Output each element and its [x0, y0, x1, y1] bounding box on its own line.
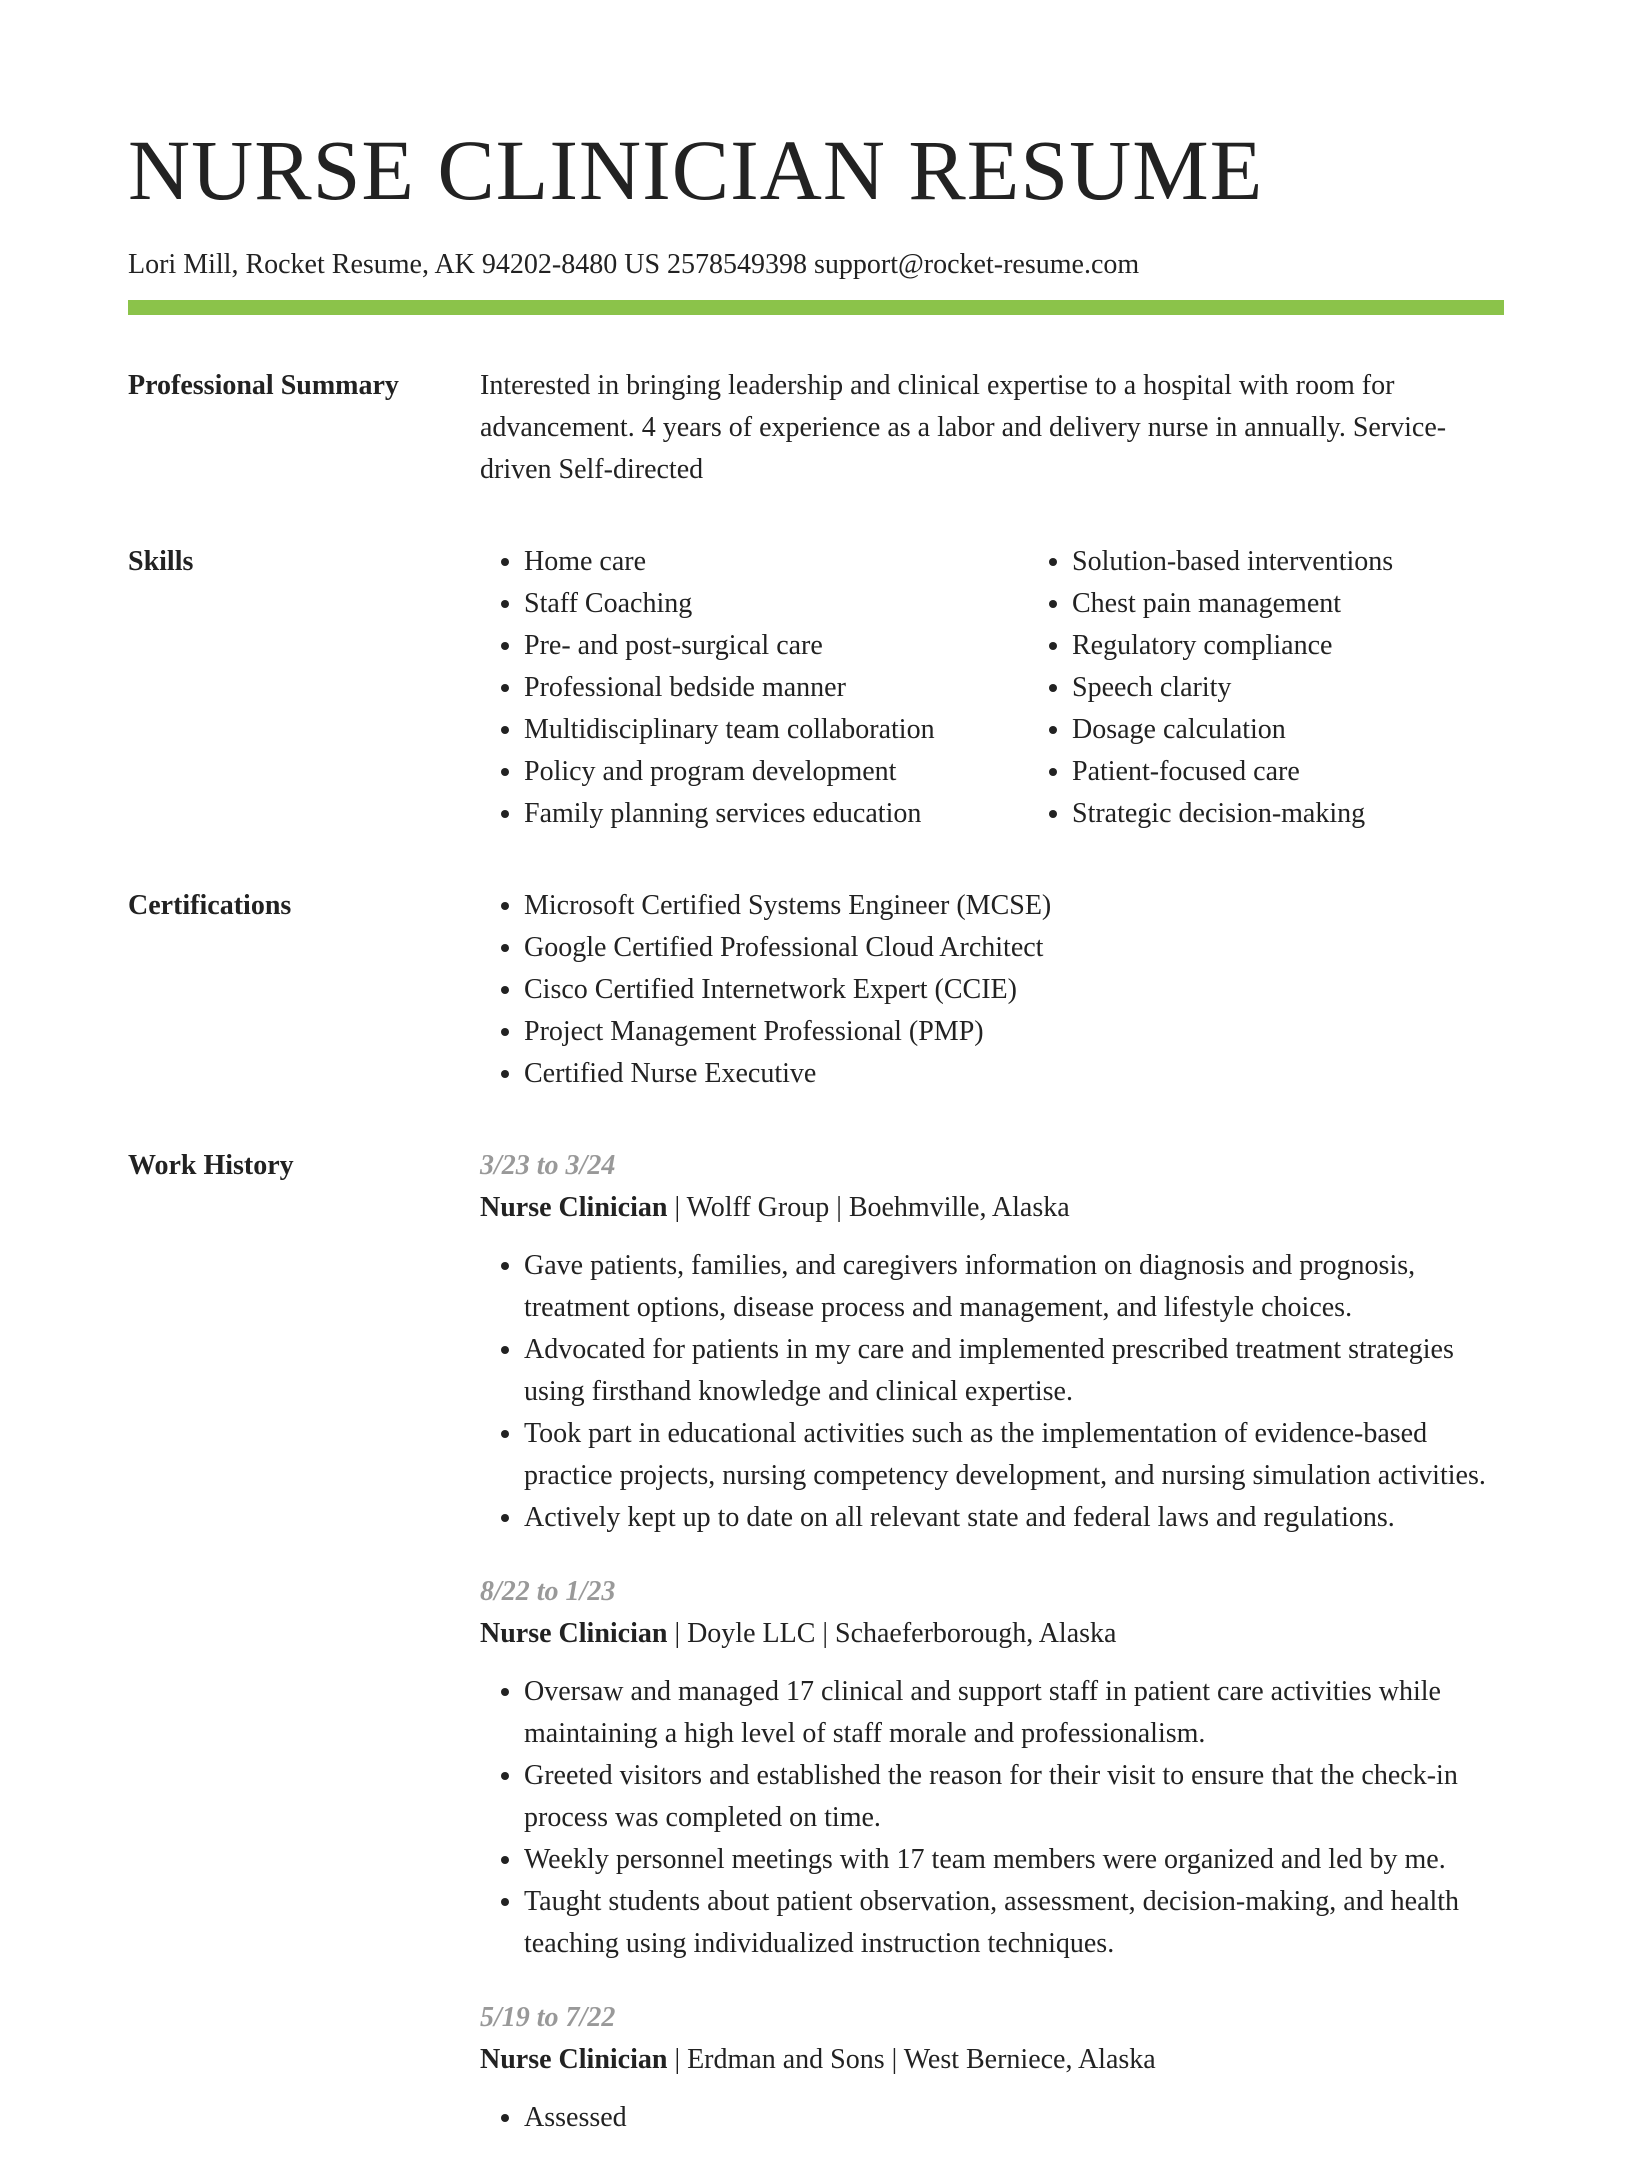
skill-item: • Strategic decision-making	[1072, 793, 1572, 835]
job-dates: 8/22 to 1/23	[480, 1576, 616, 1607]
job-bullet: • Took part in educational activities such as the implementation of evidence-based practice projects, nursing competency development, and nursing simulation activities.	[524, 1413, 1504, 1497]
job-title: Nurse Clinician	[480, 1618, 668, 1649]
job-details: | Erdman and Sons | West Berniece, Alaska	[667, 2044, 1156, 2075]
work-history-label: Work History	[128, 1150, 294, 1181]
resume-page	[128, 0, 1504, 2171]
job-heading	[480, 2039, 1504, 2081]
job-bullets	[480, 1671, 1504, 1965]
contact-location: AK 94202-8480 US	[434, 249, 661, 280]
job-title: Nurse Clinician	[480, 2044, 668, 2075]
job-bullet: • Weekly personnel meetings with 17 team members were organized and led by me.	[524, 1839, 1504, 1881]
skill-item: • Family planning services education	[524, 793, 1028, 835]
skills-label: Skills	[128, 546, 194, 577]
skill-item: • Home care	[524, 541, 1028, 583]
skill-item: • Multidisciplinary team collaboration	[524, 709, 1028, 751]
certification-item: • Cisco Certified Internetwork Expert (CCIE)	[524, 969, 1504, 1011]
job-bullets	[480, 1245, 1504, 1539]
contact-company: Rocket Resume,	[245, 249, 429, 280]
contact-name: Lori Mill,	[128, 249, 239, 280]
skill-item: • Speech clarity	[1072, 667, 1572, 709]
contact-email[interactable]: support@rocket-resume.com	[814, 249, 1140, 280]
work-history-section	[128, 1145, 1504, 2171]
job-entry	[480, 1997, 1504, 2139]
resume-title: NURSE CLINICIAN RESUME	[128, 122, 1264, 218]
job-entry	[480, 1145, 1504, 1539]
job-heading	[480, 1187, 1504, 1229]
accent-divider	[128, 300, 1504, 315]
summary-label: Professional Summary	[128, 370, 399, 401]
skill-item: • Dosage calculation	[1072, 709, 1572, 751]
certification-item: • Microsoft Certified Systems Engineer (MCSE)	[524, 885, 1504, 927]
skills-column-2	[1028, 541, 1572, 835]
certifications-section	[128, 885, 1504, 1095]
skill-item: • Staff Coaching	[524, 583, 1028, 625]
skill-item: • Professional bedside manner	[524, 667, 1028, 709]
job-heading	[480, 1613, 1504, 1655]
certifications-label: Certifications	[128, 890, 292, 921]
job-bullet: • Assessed	[524, 2097, 1504, 2139]
job-bullet: • Greeted visitors and established the reason for their visit to ensure that the check-in process was completed on time.	[524, 1755, 1504, 1839]
certification-item: • Google Certified Professional Cloud Architect	[524, 927, 1504, 969]
skills-section	[128, 541, 1504, 835]
contact-phone: 2578549398	[667, 249, 808, 280]
job-bullet: • Taught students about patient observation, assessment, decision-making, and health teaching using individualized instruction techniques.	[524, 1881, 1504, 1965]
skill-item: • Regulatory compliance	[1072, 625, 1572, 667]
job-entry	[480, 1571, 1504, 1965]
job-details: | Doyle LLC | Schaeferborough, Alaska	[667, 1618, 1117, 1649]
certification-item: • Project Management Professional (PMP)	[524, 1011, 1504, 1053]
job-bullet: • Advocated for patients in my care and implemented prescribed treatment strategies using firsthand knowledge and clinical expertise.	[524, 1329, 1504, 1413]
summary-section	[128, 365, 1504, 491]
job-details: | Wolff Group | Boehmville, Alaska	[667, 1192, 1070, 1223]
job-dates: 5/19 to 7/22	[480, 2002, 616, 2033]
job-title: Nurse Clinician	[480, 1192, 668, 1223]
summary-text: Interested in bringing leadership and clinical expertise to a hospital with room for advancement. 4 years of experience as a labor and delivery nurse in annually. Service-driven Self-directed	[480, 370, 1447, 485]
job-bullet: • Oversaw and managed 17 clinical and support staff in patient care activities while maintaining a high level of staff morale and professionalism.	[524, 1671, 1504, 1755]
certifications-list	[480, 885, 1504, 1095]
skill-item: • Policy and program development	[524, 751, 1028, 793]
skill-item: • Pre- and post-surgical care	[524, 625, 1028, 667]
skill-item: • Solution-based interventions	[1072, 541, 1572, 583]
certification-item: • Certified Nurse Executive	[524, 1053, 1504, 1095]
contact-line	[128, 248, 1504, 282]
skill-item: • Chest pain management	[1072, 583, 1572, 625]
job-dates: 3/23 to 3/24	[480, 1150, 616, 1181]
skill-item: • Patient-focused care	[1072, 751, 1572, 793]
job-bullet: • Actively kept up to date on all relevant state and federal laws and regulations.	[524, 1497, 1504, 1539]
job-bullet: • Gave patients, families, and caregivers information on diagnosis and prognosis, treatment options, disease process and management, and lifestyle choices.	[524, 1245, 1504, 1329]
job-bullets	[480, 2097, 1504, 2139]
skills-column-1	[480, 541, 1028, 835]
